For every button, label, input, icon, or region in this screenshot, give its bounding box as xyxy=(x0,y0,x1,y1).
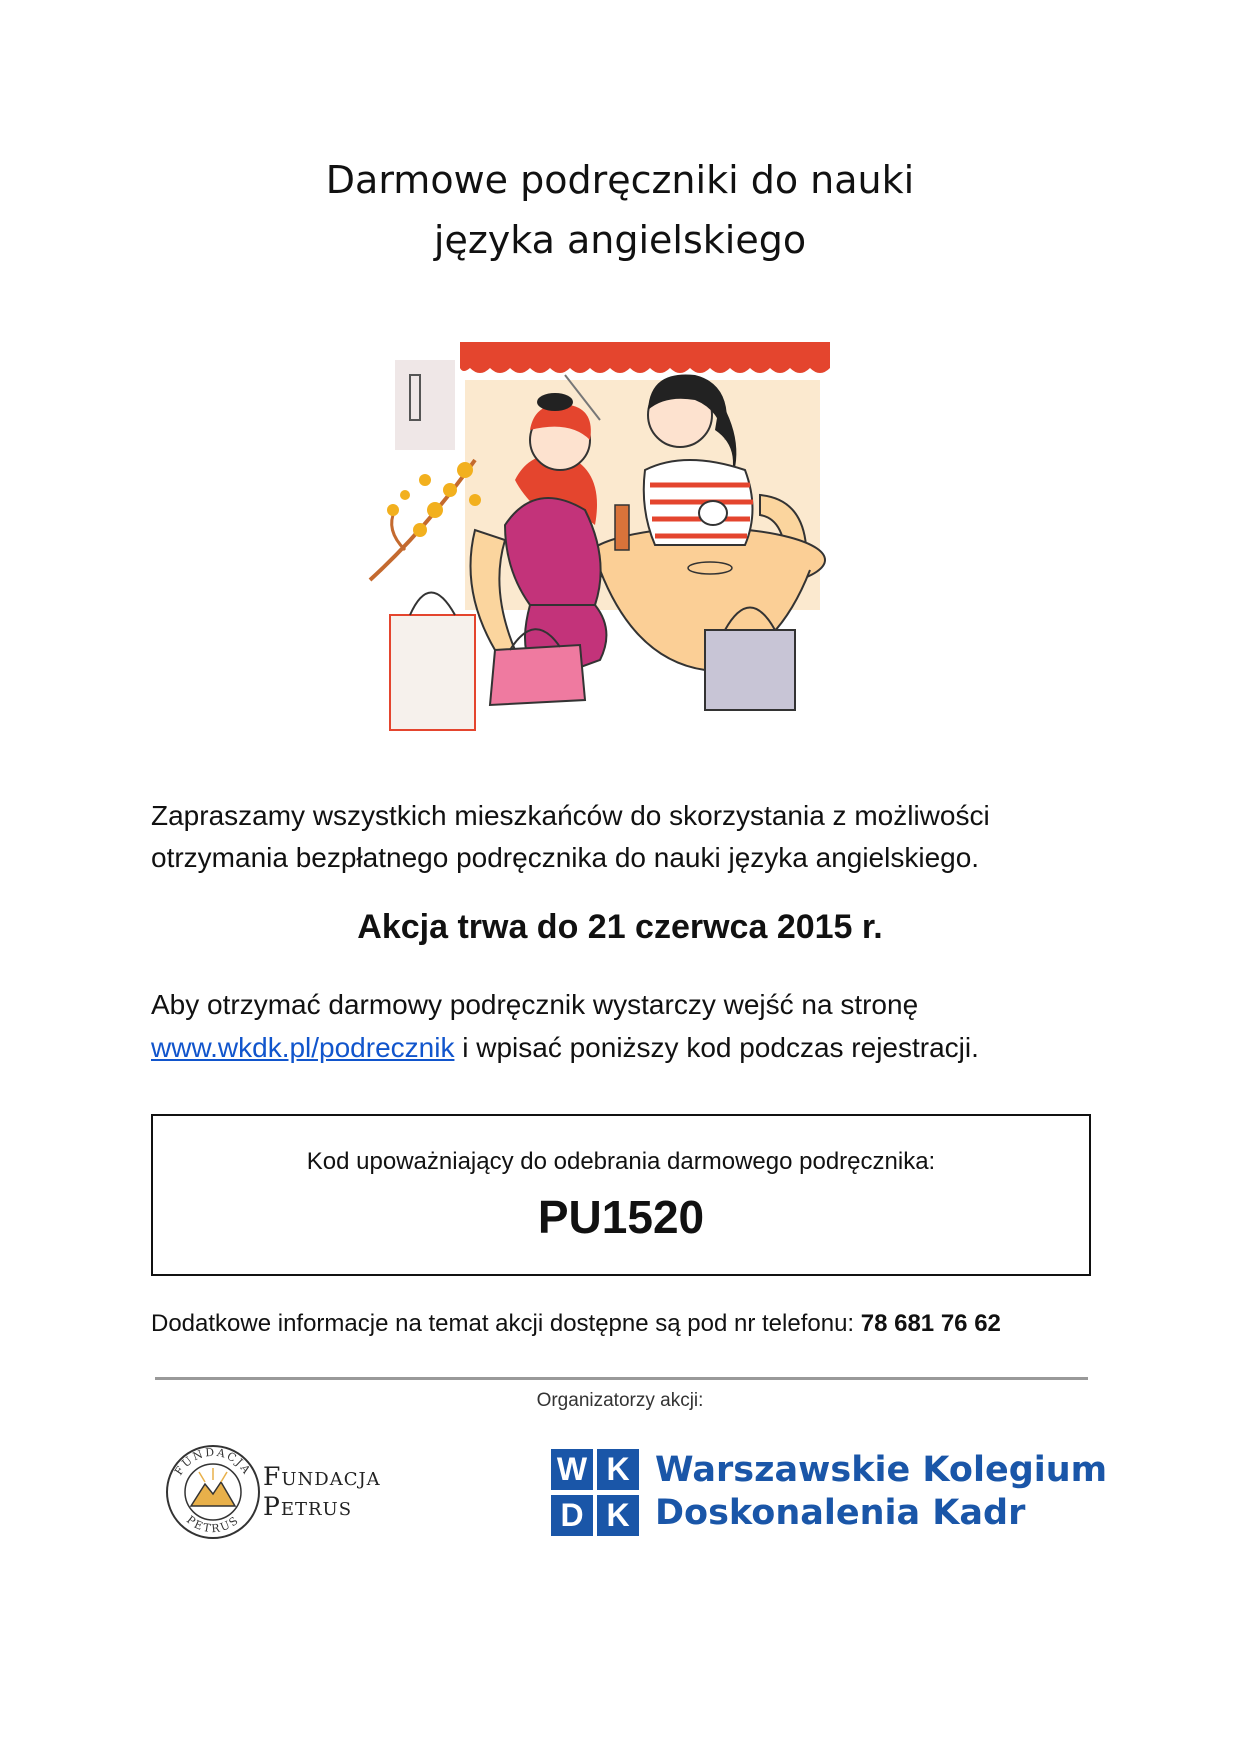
two-women-cafe-illustration xyxy=(365,330,875,760)
wkdk-letter-k2: K xyxy=(597,1495,639,1536)
instructions-line-2: i wpisać poniższy kod podczas rejestracji. xyxy=(454,1032,979,1063)
wkdk-name xyxy=(655,1449,1107,1535)
svg-text:FUNDACJA: FUNDACJA xyxy=(172,1445,254,1478)
info-label: Dodatkowe informacje na temat akcji dostępne są pod nr telefonu: xyxy=(151,1310,861,1337)
code-value: PU1520 xyxy=(537,1191,705,1243)
wkdk-name-line-2: Doskonalenia Kadr xyxy=(655,1493,1026,1533)
intro-line-1: Zapraszamy wszystkich mieszkańców do skorzystania z możliwości xyxy=(151,800,990,831)
wkdk-name-line-1: Warszawskie Kolegium xyxy=(655,1450,1108,1490)
wkdk-logo-icon xyxy=(551,1449,641,1537)
title-line-1: Darmowe podręczniki do nauki xyxy=(325,158,915,202)
deadline-heading: Akcja trwa do 21 czerwca 2015 r. xyxy=(357,908,883,946)
phone-number: 78 681 76 62 xyxy=(860,1310,1001,1337)
instructions-text xyxy=(151,983,1131,1069)
wkdk-letter-w: W xyxy=(551,1449,593,1490)
organizers-label: Organizatorzy akcji: xyxy=(536,1390,704,1411)
petrus-name xyxy=(263,1462,381,1522)
instructions-line-1: Aby otrzymać darmowy podręcznik wystarczy wejść na stronę xyxy=(151,989,919,1020)
code-box xyxy=(151,1114,1091,1276)
svg-text:PETRUS: PETRUS xyxy=(183,1513,243,1536)
footer-divider xyxy=(155,1377,1088,1380)
petrus-name-line-2: Petrus xyxy=(263,1492,353,1521)
wkdk-letter-k1: K xyxy=(597,1449,639,1490)
title-line-2: języka angielskiego xyxy=(433,218,807,262)
page-title xyxy=(0,150,1240,270)
intro-line-2: otrzymania bezpłatnego podręcznika do nauki języka angielskiego. xyxy=(151,842,980,873)
wkdk-letter-d: D xyxy=(551,1495,593,1536)
petrus-name-line-1: Fundacja xyxy=(263,1462,381,1491)
code-label: Kod upoważniający do odebrania darmowego podręcznika: xyxy=(306,1148,936,1175)
registration-link[interactable]: www.wkdk.pl/podrecznik xyxy=(151,1032,455,1063)
intro-text xyxy=(151,795,1111,879)
info-text xyxy=(151,1310,1131,1338)
fundacja-petrus-seal-icon xyxy=(163,1442,263,1542)
